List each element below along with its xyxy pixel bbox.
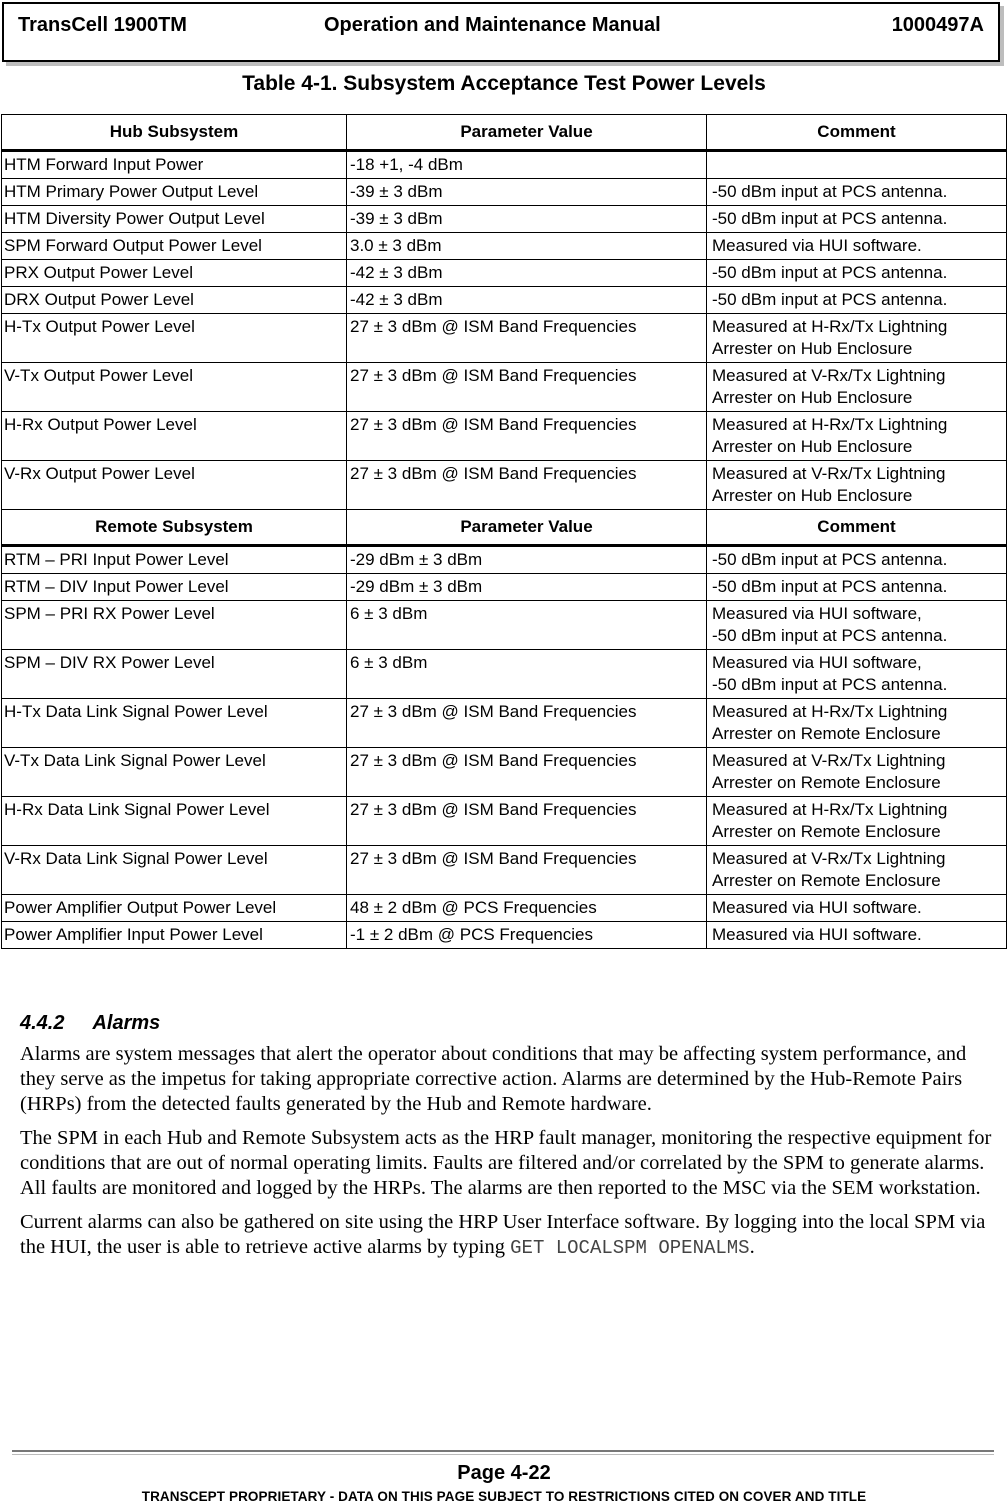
comment-line: -50 dBm input at PCS antenna. [712, 626, 948, 645]
comment-line: Measured at V-Rx/Tx Lightning [712, 366, 946, 385]
table-row [2, 206, 1007, 233]
table-row [2, 151, 1007, 179]
parameter-name-cell: HTM Primary Power Output Level [2, 179, 347, 206]
parameter-value-cell: 27 ± 3 dBm @ ISM Band Frequencies [347, 363, 707, 412]
comment-line: Measured via HUI software, [712, 604, 922, 623]
paragraph-text: Current alarms can also be gathered on site using the HRP User Interface software. By logging into the local SPM via the HUI, the user is able to retrieve active alarms by typing [20, 1211, 986, 1258]
header-product: TransCell 1900TM [18, 14, 187, 36]
comment-cell [707, 748, 1007, 797]
parameter-value-cell: -18 +1, -4 dBm [347, 151, 707, 179]
parameter-name-cell: RTM – PRI Input Power Level [2, 546, 347, 574]
comment-line: Measured via HUI software. [712, 898, 922, 917]
parameter-value-cell: 27 ± 3 dBm @ ISM Band Frequencies [347, 412, 707, 461]
table-row [2, 699, 1007, 748]
column-header: Comment [707, 510, 1007, 546]
comment-line: Measured via HUI software. [712, 925, 922, 944]
parameter-value-cell: 27 ± 3 dBm @ ISM Band Frequencies [347, 748, 707, 797]
parameter-value-cell: 6 ± 3 dBm [347, 650, 707, 699]
comment-line: -50 dBm input at PCS antenna. [712, 550, 948, 569]
parameter-value-cell: -29 dBm ± 3 dBm [347, 574, 707, 601]
column-header: Parameter Value [347, 115, 707, 151]
table-row [2, 179, 1007, 206]
comment-line: Measured at H-Rx/Tx Lightning [712, 800, 948, 819]
comment-cell [707, 650, 1007, 699]
parameter-value-cell: 48 ± 2 dBm @ PCS Frequencies [347, 895, 707, 922]
parameter-value-cell: -39 ± 3 dBm [347, 206, 707, 233]
comment-cell [707, 846, 1007, 895]
comment-line: Measured at V-Rx/Tx Lightning [712, 849, 946, 868]
table-row [2, 922, 1007, 949]
header-doc-number: 1000497A [891, 14, 984, 36]
parameter-name-cell: Power Amplifier Input Power Level [2, 922, 347, 949]
table-row [2, 461, 1007, 510]
comment-line: Arrester on Remote Enclosure [712, 822, 941, 841]
table-row [2, 601, 1007, 650]
table-row [2, 314, 1007, 363]
parameter-value-cell: 27 ± 3 dBm @ ISM Band Frequencies [347, 846, 707, 895]
parameter-name-cell: SPM Forward Output Power Level [2, 233, 347, 260]
paragraph [20, 1210, 1000, 1261]
parameter-name-cell: RTM – DIV Input Power Level [2, 574, 347, 601]
parameter-name-cell: SPM – PRI RX Power Level [2, 601, 347, 650]
section-number: 4.4.2 [20, 1012, 65, 1034]
parameter-value-cell: 27 ± 3 dBm @ ISM Band Frequencies [347, 461, 707, 510]
footer-rule-thin [12, 1454, 994, 1455]
parameter-name-cell: H-Rx Data Link Signal Power Level [2, 797, 347, 846]
comment-cell [707, 412, 1007, 461]
column-header: Hub Subsystem [2, 115, 347, 151]
parameter-value-cell: 6 ± 3 dBm [347, 601, 707, 650]
paragraph-end: . [749, 1236, 755, 1258]
parameter-name-cell: HTM Forward Input Power [2, 151, 347, 179]
parameter-name-cell: H-Rx Output Power Level [2, 412, 347, 461]
header-manual-title: Operation and Maintenance Manual [324, 14, 661, 36]
table-row [2, 287, 1007, 314]
section-body [20, 1042, 1000, 1270]
parameter-value-cell: 27 ± 3 dBm @ ISM Band Frequencies [347, 699, 707, 748]
parameter-value-cell: 27 ± 3 dBm @ ISM Band Frequencies [347, 797, 707, 846]
paragraph: Alarms are system messages that alert the operator about conditions that may be affecting system performance, and they serve as the impetus for taking appropriate corrective action. Alarms are determined by the Hub-Remote Pairs (HRPs) from the detected faults generated by the Hub and Remote hardware. [20, 1043, 967, 1115]
parameter-name-cell: HTM Diversity Power Output Level [2, 206, 347, 233]
parameter-name-cell: H-Tx Data Link Signal Power Level [2, 699, 347, 748]
table-row [2, 546, 1007, 574]
table-row [2, 260, 1007, 287]
table-row [2, 233, 1007, 260]
parameter-value-cell: 3.0 ± 3 dBm [347, 233, 707, 260]
parameter-value-cell: -42 ± 3 dBm [347, 287, 707, 314]
table-row [2, 363, 1007, 412]
page-number: Page 4-22 [457, 1462, 551, 1484]
parameter-name-cell: PRX Output Power Level [2, 260, 347, 287]
comment-cell [707, 314, 1007, 363]
parameter-name-cell: SPM – DIV RX Power Level [2, 650, 347, 699]
comment-line: Measured at H-Rx/Tx Lightning [712, 702, 948, 721]
comment-line: -50 dBm input at PCS antenna. [712, 263, 948, 282]
table-row [2, 748, 1007, 797]
parameter-value-cell: 27 ± 3 dBm @ ISM Band Frequencies [347, 314, 707, 363]
remote-subsystem-header [2, 510, 1007, 546]
comment-cell [707, 797, 1007, 846]
column-header: Remote Subsystem [2, 510, 347, 546]
comment-cell [707, 546, 1007, 574]
comment-cell [707, 287, 1007, 314]
parameter-name-cell: V-Rx Output Power Level [2, 461, 347, 510]
parameter-name-cell: V-Tx Data Link Signal Power Level [2, 748, 347, 797]
column-header: Comment [707, 115, 1007, 151]
comment-line: Arrester on Hub Enclosure [712, 437, 913, 456]
comment-line: Measured at H-Rx/Tx Lightning [712, 317, 948, 336]
comment-cell [707, 461, 1007, 510]
comment-line: Measured at V-Rx/Tx Lightning [712, 464, 946, 483]
comment-cell [707, 363, 1007, 412]
table-row [2, 574, 1007, 601]
footer-rule [12, 1450, 994, 1452]
comment-line: -50 dBm input at PCS antenna. [712, 675, 948, 694]
paragraph: The SPM in each Hub and Remote Subsystem acts as the HRP fault manager, monitoring the respective equipment for conditions that are out of normal operating limits. Faults are filtered and/or correlated by the SPM to generate alarms. All faults are monitored and logged by the HRPs. The alarms are then reported to the MSC via the SEM workstation. [20, 1127, 992, 1199]
comment-cell [707, 922, 1007, 949]
comment-cell [707, 895, 1007, 922]
comment-line: -50 dBm input at PCS antenna. [712, 577, 948, 596]
comment-line: Arrester on Hub Enclosure [712, 388, 913, 407]
comment-line: Arrester on Hub Enclosure [712, 486, 913, 505]
comment-cell [707, 206, 1007, 233]
parameter-name-cell: Power Amplifier Output Power Level [2, 895, 347, 922]
parameter-value-cell: -39 ± 3 dBm [347, 179, 707, 206]
comment-line: Measured via HUI software. [712, 236, 922, 255]
comment-line: Arrester on Remote Enclosure [712, 871, 941, 890]
comment-line: Measured at V-Rx/Tx Lightning [712, 751, 946, 770]
page-header [2, 2, 1000, 62]
table-row [2, 797, 1007, 846]
comment-line: -50 dBm input at PCS antenna. [712, 290, 948, 309]
comment-cell [707, 699, 1007, 748]
parameter-name-cell: V-Rx Data Link Signal Power Level [2, 846, 347, 895]
comment-line: Measured at H-Rx/Tx Lightning [712, 415, 948, 434]
parameter-value-cell: -1 ± 2 dBm @ PCS Frequencies [347, 922, 707, 949]
table-title: Table 4-1. Subsystem Acceptance Test Power Levels [242, 72, 766, 95]
section-title: Alarms [92, 1012, 161, 1034]
parameter-name-cell: DRX Output Power Level [2, 287, 347, 314]
comment-line: -50 dBm input at PCS antenna. [712, 182, 948, 201]
power-levels-table [1, 114, 1007, 949]
comment-cell [707, 574, 1007, 601]
table-row [2, 412, 1007, 461]
parameter-name-cell: V-Tx Output Power Level [2, 363, 347, 412]
table-row [2, 650, 1007, 699]
section-heading [20, 1012, 160, 1035]
parameter-value-cell: -42 ± 3 dBm [347, 260, 707, 287]
comment-cell [707, 601, 1007, 650]
command-text: GET LOCALSPM OPENALMS [510, 1237, 750, 1259]
comment-line: -50 dBm input at PCS antenna. [712, 209, 948, 228]
proprietary-notice: TRANSCEPT PROPRIETARY - DATA ON THIS PAGE SUBJECT TO RESTRICTIONS CITED ON COVER AND TITLE [141, 1489, 867, 1504]
comment-cell [707, 151, 1007, 179]
parameter-name-cell: H-Tx Output Power Level [2, 314, 347, 363]
comment-cell [707, 260, 1007, 287]
comment-cell [707, 233, 1007, 260]
comment-line: Arrester on Hub Enclosure [712, 339, 913, 358]
table-row [2, 895, 1007, 922]
comment-cell [707, 179, 1007, 206]
table-row [2, 846, 1007, 895]
column-header: Parameter Value [347, 510, 707, 546]
comment-line: Arrester on Remote Enclosure [712, 724, 941, 743]
parameter-value-cell: -29 dBm ± 3 dBm [347, 546, 707, 574]
comment-line: Measured via HUI software, [712, 653, 922, 672]
comment-line: Arrester on Remote Enclosure [712, 773, 941, 792]
hub-subsystem-header [2, 115, 1007, 151]
